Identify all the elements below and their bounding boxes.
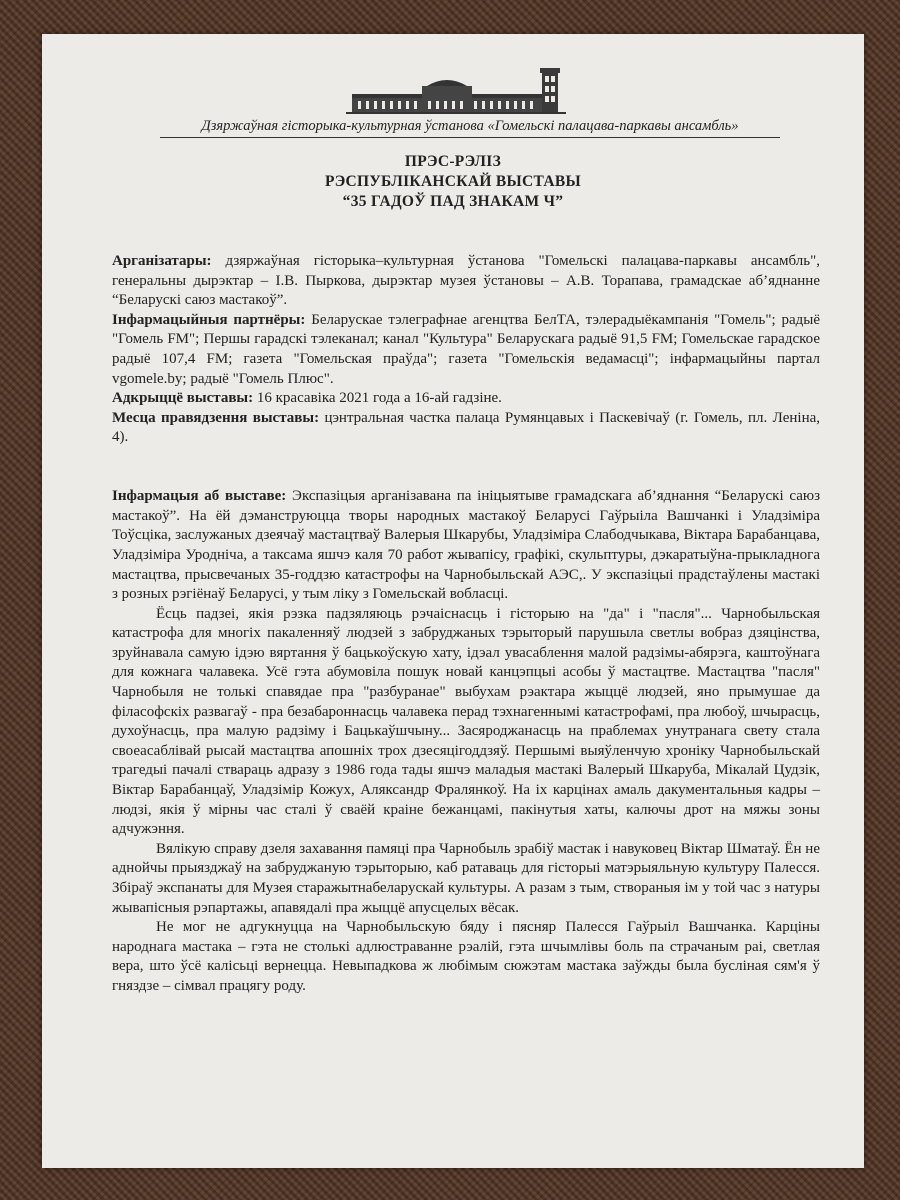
organizers-paragraph (112, 252, 820, 311)
partners-label: Інфармацыйныя партнёры: (112, 311, 306, 328)
organizers-text: дзяржаўная гісторыка–культурная ўстанова "Гомельскі палацава-паркавы ансамбль", генеральны дырэктар – І.В. Пыркова, дырэктар музея ўстановы – А.В. Торапава, грамадскае аб’яднанне “Беларускі саюз мастакоў”. (112, 253, 820, 309)
title-line-2: РЭСПУБЛІКАНСКАЙ ВЫСТАВЫ (324, 173, 582, 190)
title-line-3: “35 ГАДОЎ ПАД ЗНАКАМ Ч” (342, 193, 564, 210)
about-paragraph-1 (112, 487, 820, 605)
opening-text: 16 красавіка 2021 года а 16-ай гадзіне. (256, 390, 502, 407)
about-paragraph-3: Вялікую справу дзеля захавання памяці пра Чарнобыль зрабіў мастак і навуковец Віктар Шматаў. Ён не аднойчы прыязджаў на забруджаную тэрыторыю, каб ратаваць для гісторыі матэрыяльную культуру Палесся. Збіраў экспанаты для Музея старажытнабеларускай культуры. А разам з тым, створаныя ім у той час з натуры жывапісныя рэпартажы, апавядалі пра жыццё апусцелых вёсак. (112, 840, 820, 916)
partners-text: Беларускае тэлеграфнае агенцтва БелТА, тэлерадыёкампанія "Гомель"; радыё "Гомель FM"; Першы гарадскі тэлеканал; канал "Культура" Беларускага радыё 91,5 FM; Гомельскае гарадское радыё 107,4 FM; газета "Гомельская праўда"; газета "Гомельскія ведамасці"; інфармацыйны партал vgomele.by; радыё "Гомель Плюс". (112, 311, 821, 387)
opening-label: Адкрыццё выставы: (112, 390, 254, 407)
document-body (112, 252, 820, 997)
about-label: Інфармацыя аб выставе: (112, 488, 287, 505)
venue-paragraph (112, 409, 820, 448)
title-line-1: ПРЭС-РЭЛІЗ (404, 153, 502, 170)
institution-header: Дзяржаўная гісторыка-культурная ўстанова «Гомельскі палацава-паркавы ансамбль» (160, 118, 780, 138)
opening-paragraph (112, 389, 820, 409)
document-title (42, 152, 864, 212)
organizers-label: Арганізатары: (112, 253, 212, 269)
venue-text: цэнтральная частка палаца Румянцавых і Паскевічаў (г. Гомель, пл. Леніна, 4). (112, 409, 820, 446)
about-paragraph-4: Не мог не адгукнуцца на Чарнобыльскую бяду і пясняр Палесся Гаўрыіл Вашчанка. Карціны народнага мастака – гэта не столькі адлюстраванне рэалій, гэта шчымлівы боль па страчаным раі, светлая вера, што ўсё калісьці вернецца. Невыпадкова ж любімым сюжэтам мастака заўжды была буслiная сям'я ў гняздзе – сiмвал працягу роду. (112, 919, 820, 994)
document-sheet (42, 34, 864, 1168)
about-paragraph-2: Ёсць падзеі, якія рэзка падзяляюць рэчаіснасць і гісторыю на "да" і "пасля"... Чарнобыльская катастрофа для многіх пакаленняў людзей з забруджаных тэрыторый парушыла светлы вобраз дзяцінства, зруйнавала самую ідэю вяртання ў бацькоўскую хату, ідэал увасаблення малой радзімы-абярэга, каштоўнага для кожнага чалавека. Усё гэта абумовіла пошук новай канцэпцыі асобы ў мастацтве. Мастацтва "пасля" Чарнобыля не толькі спавядае пра "разбуранае" выбухам рэактара жыццё людзей, яно прымушае да філасофскіх развагаў - пра безабароннасць чалавека перад тэхнагеннымі катастрофамі, пра любоў, шчырасць, духоўнасць, пра малую радзіму і Бацькаўшчыну... Засяроджанасць на праблемах унутранага свету стала своеасаблівай рысай мастацтва апошніх трох дзесяцігоддзяў. Першымі выяўленчую хроніку Чарнобыльскай трагедыі пачалі ствараць адразу з 1986 года тады яшчэ маладыя мастакі Валерый Шкаруба, Мікалай Цудзік, Віктар Барабанцаў, Уладзімір Кожух, Аляксандр Фралянкоў. На іх карцінах амаль дакументальныя кадры – людзі, якія ў мірны час сталі ў сваёй краіне бежанцамі, пакінутыя хаты, калючы дрот на мяжы зоны адчужэння. (112, 605, 820, 838)
venue-label: Месца правядзення выставы: (112, 409, 320, 426)
about-text-1: Экспазіцыя арганізавана па ініцыятыве грамадскага аб’яднання “Беларускі саюз мастакоў”. На ёй дэманструюцца творы народных мастакоў Беларусі Гаўрыіла Вашчанкі і Уладзіміра Тоўсціка, заслужаных дзеячаў мастацтваў Валерыя Шкарубы, Уладзіміра Слабодчыкава, Віктара Барабанцава, Уладзіміра Уродніча, а таксама яшчэ каля 70 работ жывапісу, графікі, скульптуры, дэкаратыўна-прыкладнога мастацтва, прысвечаных 35-годдзю катастрофы на Чарнобыльскай АЭС,. У экспазіцыі прадстаўлены мастакі з розных рэгіёнаў Беларусі, у тым ліку з Гомельскай вобласці. (112, 488, 820, 603)
partners-paragraph (112, 311, 820, 389)
